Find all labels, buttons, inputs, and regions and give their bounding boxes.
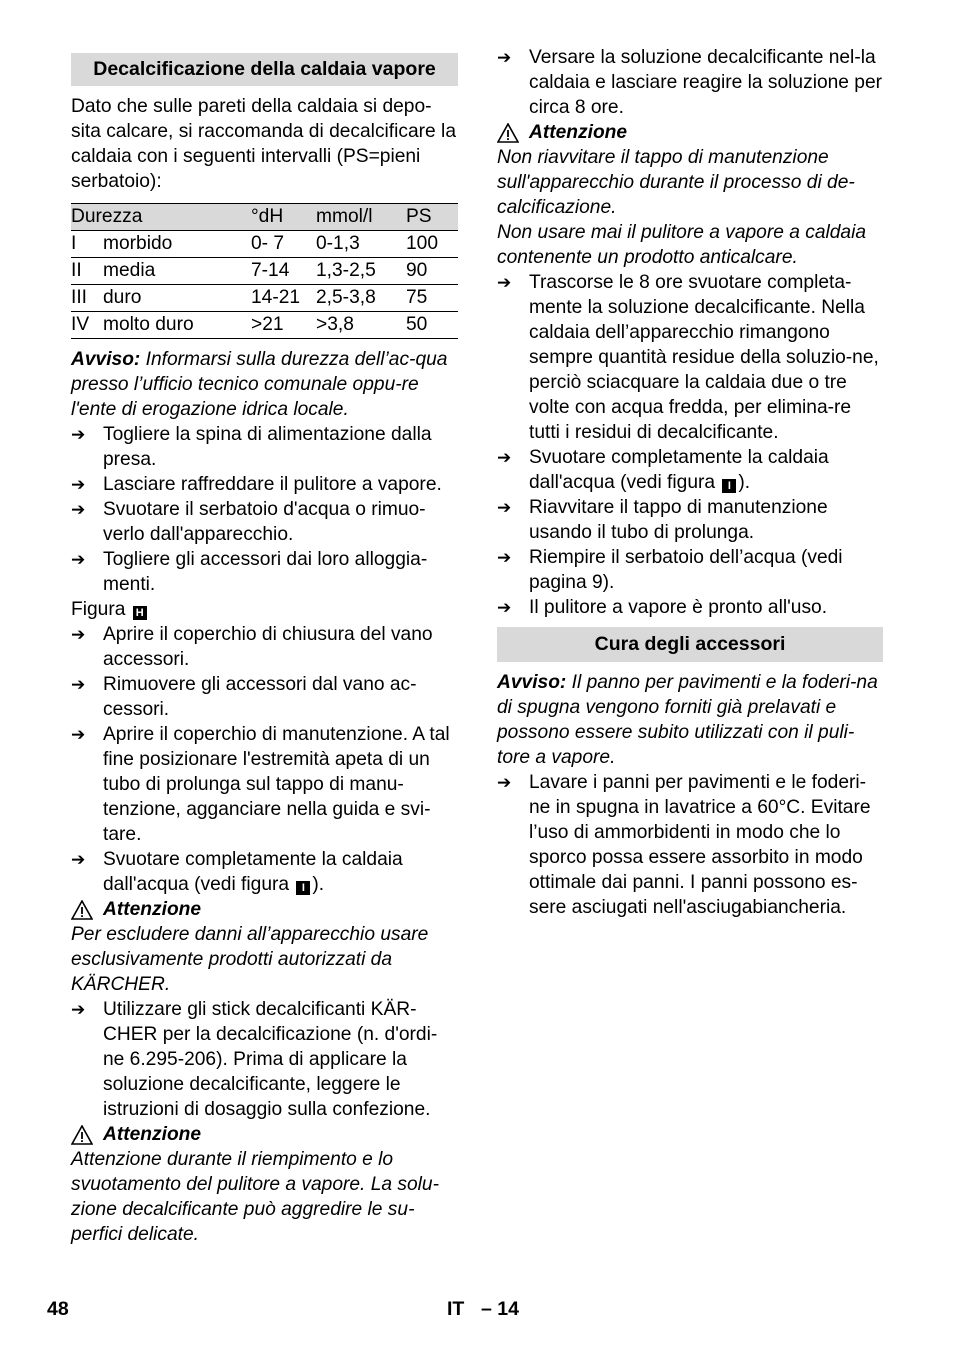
footer-page-ref: – 14 <box>481 1298 519 1320</box>
table-row <box>71 312 458 339</box>
table-row <box>71 231 458 258</box>
cell-level: III <box>71 285 103 312</box>
cell-ps: 100 <box>406 231 458 258</box>
notice-text: Il panno per pavimenti e la foderi-na di spugna vengono forniti già prelavati e possono essere subito utilizzati con il puli-tore a vapore. <box>497 672 878 768</box>
warning-triangle-icon <box>71 1125 93 1145</box>
cell-mmol: 0-1,3 <box>316 231 406 258</box>
list-item: ➔ Lavare i panni per pavimenti e le foderi-ne in spugna in lavatrice a 60°C. Evitare l’uso di ammorbidenti in modo che lo sporco possa essere assorbito in modo ottimale dai panni. I panni possono es-sere asciugati nell'asciugabiancheria. <box>497 772 871 918</box>
list-item: ➔ Utilizzare gli stick decalcificanti KÄR-CHER per la decalcificazione (n. d'ordi-ne 6.295-206). Prima di applicare la soluzione decalcificante, leggere le istruzioni di dosaggio sulla confezione. <box>71 999 438 1120</box>
list-item: ➔ Riempire il serbatoio dell’acqua (vedi pagina 9). <box>497 547 843 593</box>
cell-mmol: 2,5-3,8 <box>316 285 406 312</box>
section-heading-accessories: Cura degli accessori <box>497 627 883 662</box>
section-heading-decalcification: Decalcificazione della caldaia vapore <box>71 53 458 86</box>
arrow-right-icon: ➔ <box>71 850 86 869</box>
table-row <box>71 285 458 312</box>
warning-triangle-icon <box>71 900 93 920</box>
arrow-right-icon: ➔ <box>497 548 512 567</box>
arrow-right-icon: ➔ <box>497 598 512 617</box>
list-item: ➔ Aprire il coperchio di chiusura del vano accessori. <box>71 624 433 670</box>
arrow-right-icon: ➔ <box>497 273 512 292</box>
arrow-right-icon: ➔ <box>71 500 86 519</box>
cell-label: duro <box>103 285 251 312</box>
left-column <box>71 45 458 1247</box>
warning-text: Attenzione durante il riempimento e lo svuotamento del pulitore a vapore. La solu-zione decalcificante può aggredire le su-perfici delicate. <box>71 1149 439 1245</box>
table-row <box>71 258 458 285</box>
arrow-right-icon: ➔ <box>497 498 512 517</box>
list-item: ➔ Rimuovere gli accessori dal vano ac-cessori. <box>71 674 417 720</box>
notice-paragraph <box>497 670 883 770</box>
warning-title: Attenzione <box>71 897 458 922</box>
footer-section: IT <box>447 1298 465 1320</box>
page-number: 48 <box>47 1298 69 1320</box>
arrow-right-icon: ➔ <box>71 725 86 744</box>
list-item: ➔ Lasciare raffreddare il pulitore a vapore. <box>71 474 442 495</box>
figure-h-icon: H <box>133 606 147 620</box>
figure-i-icon: I <box>722 479 736 493</box>
list-item: ➔ Togliere la spina di alimentazione dalla presa. <box>71 424 432 470</box>
list-item: ➔ Svuotare il serbatoio d'acqua o rimuo-verlo dall'apparecchio. <box>71 499 426 545</box>
intro-paragraph: Dato che sulle pareti della caldaia si depo-sita calcare, si raccomanda di decalcificare la caldaia con i seguenti intervalli (PS=pieni serbatoio): <box>71 96 456 192</box>
header-durezza: Durezza <box>71 204 251 231</box>
notice-paragraph <box>71 347 458 422</box>
list-item: ➔ Riavvitare il tappo di manutenzione usando il tubo di prolunga. <box>497 497 828 543</box>
arrow-right-icon: ➔ <box>71 675 86 694</box>
list-item: ➔ Aprire il coperchio di manutenzione. A tal fine posizionare l'estremità apeta di un tubo di prolunga sul tappo di manu-tenzione, agganciare nella guida e svi-tare. <box>71 724 450 845</box>
cell-label: morbido <box>103 231 251 258</box>
cell-dh: >21 <box>251 312 316 339</box>
list-item: ➔ Svuotare completamente la caldaia dall'acqua (vedi figura I ). <box>71 849 403 895</box>
list-item: ➔ Trascorse le 8 ore svuotare completa-mente la soluzione decalcificante. Nella caldaia dell’apparecchio rimangono sempre quantità residue della soluzio-ne, perciò sciacquare la caldaia due o tre volte con acqua fredda, per elimina-re tutti i residui di decalcificante. <box>497 272 879 443</box>
figure-i-icon: I <box>296 881 310 895</box>
cell-dh: 7-14 <box>251 258 316 285</box>
list-item: ➔ Versare la soluzione decalcificante nel-la caldaia e lasciare reagire la soluzione per circa 8 ore. <box>497 47 883 118</box>
warning-triangle-icon <box>497 123 519 143</box>
list-item: ➔ Togliere gli accessori dai loro alloggia-menti. <box>71 549 428 595</box>
warning-text: Per escludere danni all’apparecchio usare esclusivamente prodotti autorizzati da KÄRCHER. <box>71 924 429 995</box>
notice-label: Avviso: <box>497 672 567 693</box>
notice-label: Avviso: <box>71 349 141 370</box>
cell-level: I <box>71 231 103 258</box>
arrow-right-icon: ➔ <box>497 48 512 67</box>
right-column <box>497 45 883 920</box>
header-mmol: mmol/l <box>316 204 406 231</box>
warning-title: Attenzione <box>497 120 883 145</box>
arrow-right-icon: ➔ <box>71 475 86 494</box>
list-item: ➔ Svuotare completamente la caldaia dall'acqua (vedi figura I ). <box>497 447 829 493</box>
hardness-table <box>71 203 458 339</box>
arrow-right-icon: ➔ <box>71 1000 86 1019</box>
cell-dh: 0- 7 <box>251 231 316 258</box>
cell-dh: 14-21 <box>251 285 316 312</box>
header-dh: °dH <box>251 204 316 231</box>
arrow-right-icon: ➔ <box>71 425 86 444</box>
arrow-right-icon: ➔ <box>497 448 512 467</box>
list-item: ➔ Il pulitore a vapore è pronto all'uso. <box>497 597 828 618</box>
arrow-right-icon: ➔ <box>497 773 512 792</box>
cell-mmol: 1,3-2,5 <box>316 258 406 285</box>
arrow-right-icon: ➔ <box>71 625 86 644</box>
warning-title: Attenzione <box>71 1122 458 1147</box>
figure-reference: Figura H <box>71 597 458 622</box>
cell-mmol: >3,8 <box>316 312 406 339</box>
cell-ps: 50 <box>406 312 458 339</box>
cell-level: IV <box>71 312 103 339</box>
cell-label: media <box>103 258 251 285</box>
cell-level: II <box>71 258 103 285</box>
arrow-right-icon: ➔ <box>71 550 86 569</box>
warning-text: Non usare mai il pulitore a vapore a caldaia contenente un prodotto anticalcare. <box>497 222 867 268</box>
notice-text: Informarsi sulla durezza dell’ac-qua presso l’ufficio tecnico comunale oppu-re l'ente di erogazione idrica locale. <box>71 349 448 420</box>
cell-ps: 75 <box>406 285 458 312</box>
header-ps: PS <box>406 204 458 231</box>
cell-ps: 90 <box>406 258 458 285</box>
cell-label: molto duro <box>103 312 251 339</box>
warning-text: Non riavvitare il tappo di manutenzione sull'apparecchio durante il processo di de-calcificazione. <box>497 147 855 218</box>
table-header-row <box>71 204 458 231</box>
